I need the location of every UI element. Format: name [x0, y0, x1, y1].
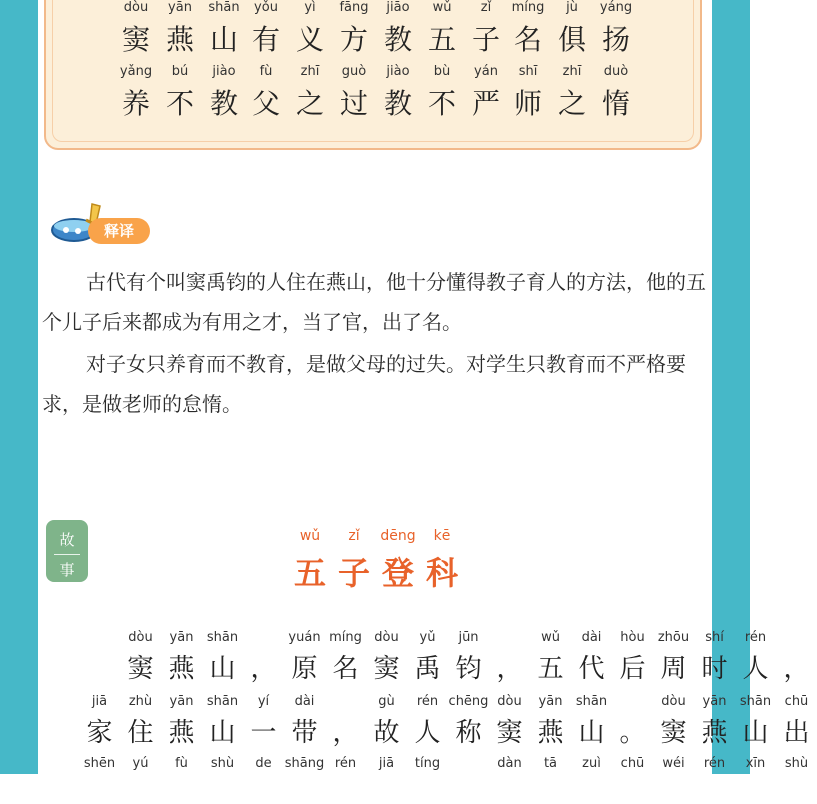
pinyin-syllable: jiā [378, 756, 395, 771]
hanzi-char: 出 [783, 718, 810, 748]
pinyin-syllable: yú [132, 756, 149, 771]
hanzi-char: ， [250, 654, 277, 684]
hanzi-char: 之 [295, 87, 324, 120]
pinyin-syllable: tíng [414, 756, 441, 771]
hanzi-char: 钧 [455, 654, 482, 684]
story-line [38, 756, 809, 804]
poem-phrase [114, 64, 246, 122]
pinyin-syllable: yán [474, 64, 498, 79]
pinyin-syllable: rén [334, 756, 357, 771]
poem-phrase [376, 64, 508, 122]
hanzi-char: 山 [209, 718, 236, 748]
hanzi-char: 扬 [601, 23, 630, 56]
hanzi-char: 禹 [414, 654, 441, 684]
hanzi-char: 父 [251, 87, 280, 120]
hanzi-char: 惰 [601, 87, 630, 120]
phrase-pinyin [244, 64, 376, 82]
hanzi-char: 。 [619, 718, 646, 748]
pinyin-syllable: dòu [123, 0, 149, 15]
hanzi-char: 住 [127, 718, 154, 748]
phrase-hanzi [244, 82, 376, 122]
pinyin-syllable: dòu [661, 694, 686, 709]
pinyin-syllable: wǔ [432, 0, 452, 15]
hanzi-char: 过 [339, 87, 368, 120]
phrase-pinyin [114, 64, 246, 82]
hanzi-char: 燕 [168, 654, 195, 684]
hanzi-char: 故 [373, 718, 400, 748]
pinyin-syllable: dòu [128, 630, 153, 645]
pinyin-syllable: dòu [497, 694, 522, 709]
page [38, 0, 810, 774]
hanzi-char: 称 [455, 718, 482, 748]
story-title [288, 548, 464, 594]
title-pinyin-syllable: zǐ [348, 528, 360, 544]
poem-box [44, 0, 702, 150]
pinyin-syllable: shān [206, 694, 239, 709]
hanzi-char: 五 [427, 23, 456, 56]
hanzi-char: 教 [383, 23, 412, 56]
hanzi-char: 名 [332, 654, 359, 684]
story-line [38, 694, 810, 749]
pinyin-syllable: dàn [497, 756, 522, 771]
story-line-pinyin [38, 694, 809, 712]
hanzi-char: 山 [578, 718, 605, 748]
pinyin-syllable: jūn [458, 630, 479, 645]
pinyin-syllable: dài [581, 630, 602, 645]
pinyin-syllable: shù [784, 756, 809, 771]
pinyin-syllable: míng [511, 0, 545, 15]
hanzi-char: 窦 [121, 23, 150, 56]
title-char: 五 [293, 554, 326, 592]
hanzi-char: 人 [414, 718, 441, 748]
pinyin-syllable: duò [603, 64, 629, 79]
hanzi-char: 窦 [660, 718, 687, 748]
poem-phrase [114, 0, 246, 58]
translation-badge [48, 200, 158, 246]
hanzi-char: ， [783, 654, 810, 684]
hanzi-char: 教 [209, 87, 238, 120]
story-tag [46, 520, 88, 582]
hanzi-char: 燕 [701, 718, 728, 748]
hanzi-char: 义 [295, 23, 324, 56]
hanzi-char: 后 [619, 654, 646, 684]
phrase-pinyin [114, 0, 246, 18]
pinyin-syllable: jiào [212, 64, 236, 79]
pinyin-syllable: rén [744, 630, 767, 645]
translation-paragraph-1 [42, 262, 706, 342]
pinyin-syllable: yān [702, 694, 727, 709]
translation-text-1: 古代有个叫窦禹钧的人住在燕山，他十分懂得教子育人的方法，他的五个儿子后来都成为有用之才，当了官，出了名。 [42, 270, 706, 334]
pinyin-syllable: shān [739, 694, 772, 709]
hanzi-char: ， [496, 654, 523, 684]
hanzi-char: 名 [513, 23, 542, 56]
pinyin-syllable: wǔ [541, 630, 560, 645]
pinyin-syllable: bù [433, 64, 451, 79]
hanzi-char: 子 [471, 23, 500, 56]
pinyin-syllable: yān [168, 0, 192, 15]
hanzi-char: 有 [251, 23, 280, 56]
pinyin-syllable: jiào [386, 64, 410, 79]
pinyin-syllable: jiāo [386, 0, 410, 15]
pinyin-syllable: de [255, 756, 272, 771]
phrase-pinyin [506, 64, 638, 82]
pinyin-syllable: dòu [374, 630, 399, 645]
pinyin-syllable: shí [705, 630, 724, 645]
hanzi-char: 山 [209, 654, 236, 684]
pinyin-syllable: chēng [448, 694, 489, 709]
phrase-pinyin [244, 0, 376, 18]
pinyin-syllable: yǒu [254, 0, 278, 15]
phrase-pinyin [376, 64, 508, 82]
pinyin-syllable: tā [543, 756, 558, 771]
pinyin-syllable: shī [518, 64, 538, 79]
poem-phrase [506, 64, 638, 122]
hanzi-char: 之 [557, 87, 586, 120]
hanzi-char: 燕 [537, 718, 564, 748]
hanzi-char: 不 [165, 87, 194, 120]
pinyin-syllable: zǐ [480, 0, 492, 15]
pinyin-syllable: rén [703, 756, 726, 771]
pinyin-syllable: shān [206, 630, 239, 645]
hanzi-char: 山 [742, 718, 769, 748]
hanzi-char: 代 [578, 654, 605, 684]
pinyin-syllable: rén [416, 694, 439, 709]
pinyin-syllable: jù [566, 0, 578, 15]
pinyin-syllable: fù [175, 756, 188, 771]
pinyin-syllable: wéi [662, 756, 685, 771]
hanzi-char: 窦 [496, 718, 523, 748]
hanzi-char: 严 [471, 87, 500, 120]
pinyin-syllable: guò [341, 64, 367, 79]
story-line-pinyin [38, 630, 767, 648]
poem-phrase [244, 64, 376, 122]
title-char: 科 [425, 554, 458, 592]
pinyin-syllable: zhōu [657, 630, 690, 645]
pinyin-syllable: xīn [745, 756, 766, 771]
story-line-hanzi [38, 648, 810, 685]
pinyin-syllable: jiā [91, 694, 108, 709]
pinyin-syllable: shān [208, 0, 240, 15]
pinyin-syllable: zuì [582, 756, 601, 771]
pinyin-syllable: yáng [599, 0, 633, 15]
phrase-hanzi [376, 18, 508, 58]
phrase-hanzi [376, 82, 508, 122]
hanzi-char: 俱 [557, 23, 586, 56]
pinyin-syllable: shāng [284, 756, 325, 771]
pinyin-syllable: yí [257, 694, 270, 709]
pinyin-syllable: fù [259, 64, 273, 79]
phrase-hanzi [244, 18, 376, 58]
hanzi-char: 不 [427, 87, 456, 120]
hanzi-char: 时 [701, 654, 728, 684]
story-tag-bottom: 事 [59, 561, 75, 579]
title-pinyin-syllable: wǔ [299, 528, 321, 544]
story-title-pinyin [288, 528, 464, 544]
hanzi-char: 养 [121, 87, 150, 120]
left-frame-border [0, 0, 38, 774]
phrase-pinyin [376, 0, 508, 18]
story-tag-divider [54, 554, 80, 555]
pinyin-syllable: shān [575, 694, 608, 709]
hanzi-char: 五 [537, 654, 564, 684]
pinyin-syllable: shēn [83, 756, 116, 771]
title-char: 登 [381, 554, 414, 592]
hanzi-char: 燕 [165, 23, 194, 56]
pinyin-syllable: yān [538, 694, 563, 709]
hanzi-char: 窦 [373, 654, 400, 684]
poem-phrase [506, 0, 638, 58]
title-char: 子 [337, 554, 370, 592]
pinyin-syllable: zhī [300, 64, 320, 79]
hanzi-char: 方 [339, 23, 368, 56]
pinyin-syllable: yān [169, 630, 194, 645]
translation-text-2: 对子女只养育而不教育，是做父母的过失。对学生只教育而不严格要求，是做老师的怠惰。 [42, 352, 686, 416]
pinyin-syllable: míng [329, 630, 362, 645]
pinyin-syllable: bú [171, 64, 189, 79]
story-line-hanzi [38, 712, 810, 749]
hanzi-char: 带 [291, 718, 318, 748]
pinyin-syllable: chū [784, 694, 809, 709]
pinyin-syllable: yǔ [419, 630, 436, 645]
phrase-hanzi [114, 82, 246, 122]
pinyin-syllable: shù [210, 756, 235, 771]
hanzi-char: 一 [250, 718, 277, 748]
poem-phrase [376, 0, 508, 58]
translation-label: 释译 [88, 218, 150, 244]
pinyin-syllable: hòu [620, 630, 645, 645]
phrase-hanzi [506, 82, 638, 122]
hanzi-char: 燕 [168, 718, 195, 748]
pinyin-syllable: zhù [128, 694, 153, 709]
pinyin-syllable: gù [378, 694, 395, 709]
hanzi-char: 原 [291, 654, 318, 684]
pinyin-syllable: yān [169, 694, 194, 709]
translation-paragraph-2 [42, 344, 706, 424]
phrase-pinyin [506, 0, 638, 18]
phrase-hanzi [114, 18, 246, 58]
hanzi-char: 家 [86, 718, 113, 748]
hanzi-char: 周 [660, 654, 687, 684]
pinyin-syllable: zhī [562, 64, 582, 79]
pinyin-syllable: fāng [339, 0, 369, 15]
phrase-hanzi [506, 18, 638, 58]
hanzi-char: 窦 [127, 654, 154, 684]
poem-phrase [244, 0, 376, 58]
story-line-hanzi [38, 774, 712, 804]
pinyin-syllable: yuán [288, 630, 321, 645]
hanzi-char: 人 [742, 654, 769, 684]
hanzi-char: 教 [383, 87, 412, 120]
pinyin-syllable: yì [304, 0, 316, 15]
pinyin-syllable: chū [620, 756, 645, 771]
hanzi-char: 山 [209, 23, 238, 56]
title-pinyin-syllable: kē [433, 528, 451, 544]
story-line [38, 630, 810, 685]
title-pinyin-syllable: dēng [380, 528, 416, 544]
story-tag-top: 故 [59, 531, 75, 549]
pinyin-syllable: yǎng [119, 64, 153, 79]
pinyin-syllable: dài [294, 694, 315, 709]
story-line-pinyin [38, 756, 809, 774]
hanzi-char: ， [332, 718, 359, 748]
hanzi-char: 师 [513, 87, 542, 120]
